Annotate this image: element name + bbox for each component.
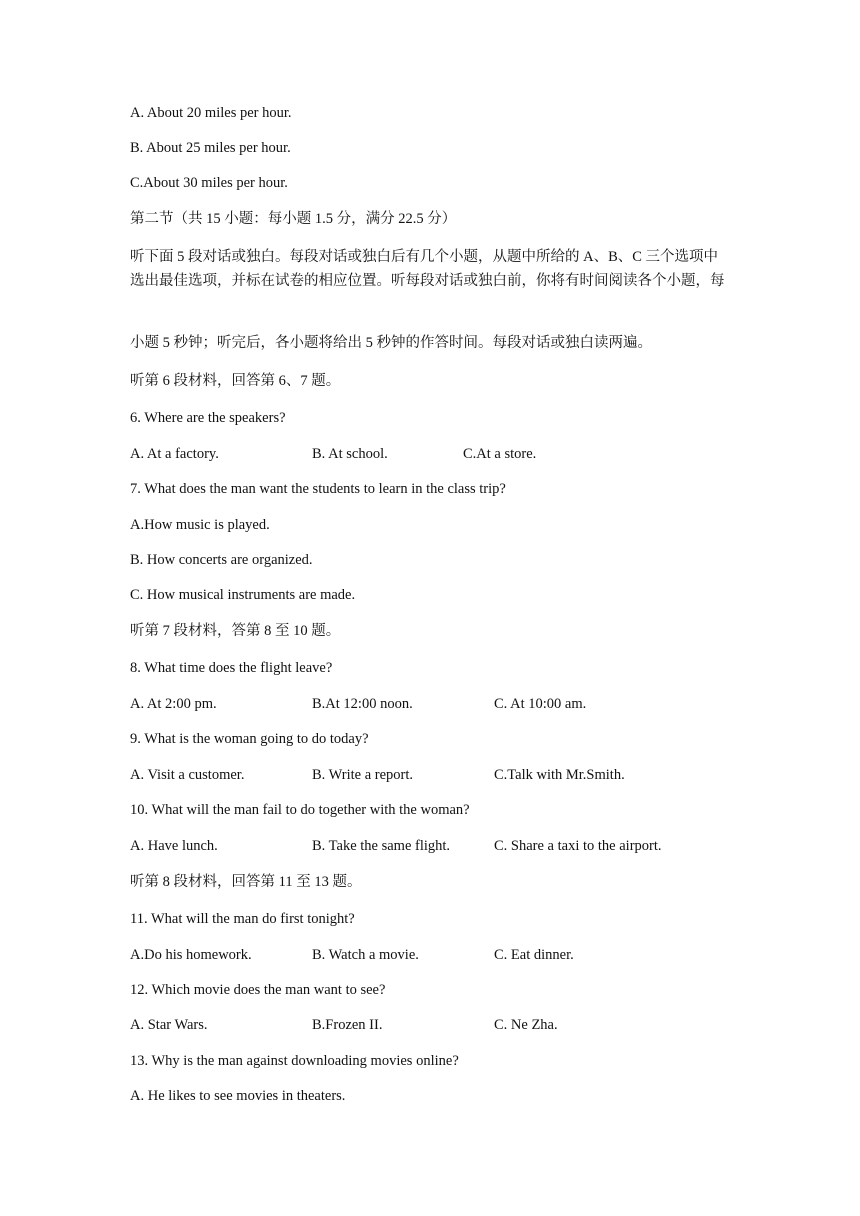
q10-stem: 10. What will the man fail to do together with the woman? bbox=[130, 802, 470, 818]
q13-stem: 13. Why is the man against downloading movies online? bbox=[130, 1053, 459, 1069]
q9-stem: 9. What is the woman going to do today? bbox=[130, 731, 369, 747]
q7-option-b: B. How concerts are organized. bbox=[130, 552, 313, 568]
material-7-heading: 听第 7 段材料，答第 8 至 10 题。 bbox=[130, 623, 341, 639]
q11-option-b: B. Watch a movie. bbox=[312, 947, 419, 963]
section-title: 第二节（共 15 小题：每小题 1.5 分，满分 22.5 分） bbox=[130, 211, 457, 227]
q12-option-b: B.Frozen II. bbox=[312, 1017, 383, 1033]
q9-option-b: B. Write a report. bbox=[312, 767, 414, 783]
q11-stem: 11. What will the man do first tonight? bbox=[130, 911, 355, 927]
q5-option-a: A. About 20 miles per hour. bbox=[130, 105, 292, 121]
q12-stem: 12. Which movie does the man want to see? bbox=[130, 982, 386, 998]
q5-option-b: B. About 25 miles per hour. bbox=[130, 140, 291, 156]
q6-option-b: B. At school. bbox=[312, 446, 388, 462]
q13-option-a: A. He likes to see movies in theaters. bbox=[130, 1088, 346, 1104]
q11-option-a: A.Do his homework. bbox=[130, 947, 252, 963]
q12-option-c: C. Ne Zha. bbox=[494, 1017, 558, 1033]
q8-option-c: C. At 10:00 am. bbox=[494, 696, 587, 712]
q7-option-c: C. How musical instruments are made. bbox=[130, 587, 356, 603]
q10-option-c: C. Share a taxi to the airport. bbox=[494, 838, 662, 854]
q8-option-b: B.At 12:00 noon. bbox=[312, 696, 413, 712]
q10-option-b: B. Take the same flight. bbox=[312, 838, 451, 854]
section-instruction: 听下面 5 段对话或独白。每段对话或独白后有几个小题，从题中所给的 A、B、C 三个选项中选出最佳选项，并标在试卷的相应位置。听每段对话或独白前，你将有时间阅读各个小题，每 bbox=[130, 249, 725, 289]
q10-option-a: A. Have lunch. bbox=[130, 838, 218, 854]
q6-option-a: A. At a factory. bbox=[130, 446, 219, 462]
q8-stem: 8. What time does the flight leave? bbox=[130, 660, 333, 676]
q7-stem: 7. What does the man want the students to learn in the class trip? bbox=[130, 481, 506, 497]
q9-option-c: C.Talk with Mr.Smith. bbox=[494, 767, 625, 783]
q7-option-a: A.How music is played. bbox=[130, 517, 270, 533]
q5-option-c: C.About 30 miles per hour. bbox=[130, 175, 288, 191]
material-8-heading: 听第 8 段材料，回答第 11 至 13 题。 bbox=[130, 874, 362, 890]
q6-stem: 6. Where are the speakers? bbox=[130, 410, 286, 426]
q8-option-a: A. At 2:00 pm. bbox=[130, 696, 217, 712]
material-6-heading: 听第 6 段材料，回答第 6、7 题。 bbox=[130, 373, 341, 389]
q9-option-a: A. Visit a customer. bbox=[130, 767, 245, 783]
section-instruction-cont: 小题 5 秒钟；听完后，各小题将给出 5 秒钟的作答时间。每段对话或独白读两遍。 bbox=[130, 335, 652, 351]
q12-option-a: A. Star Wars. bbox=[130, 1017, 208, 1033]
q6-option-c: C.At a store. bbox=[463, 446, 537, 462]
q11-option-c: C. Eat dinner. bbox=[494, 947, 574, 963]
